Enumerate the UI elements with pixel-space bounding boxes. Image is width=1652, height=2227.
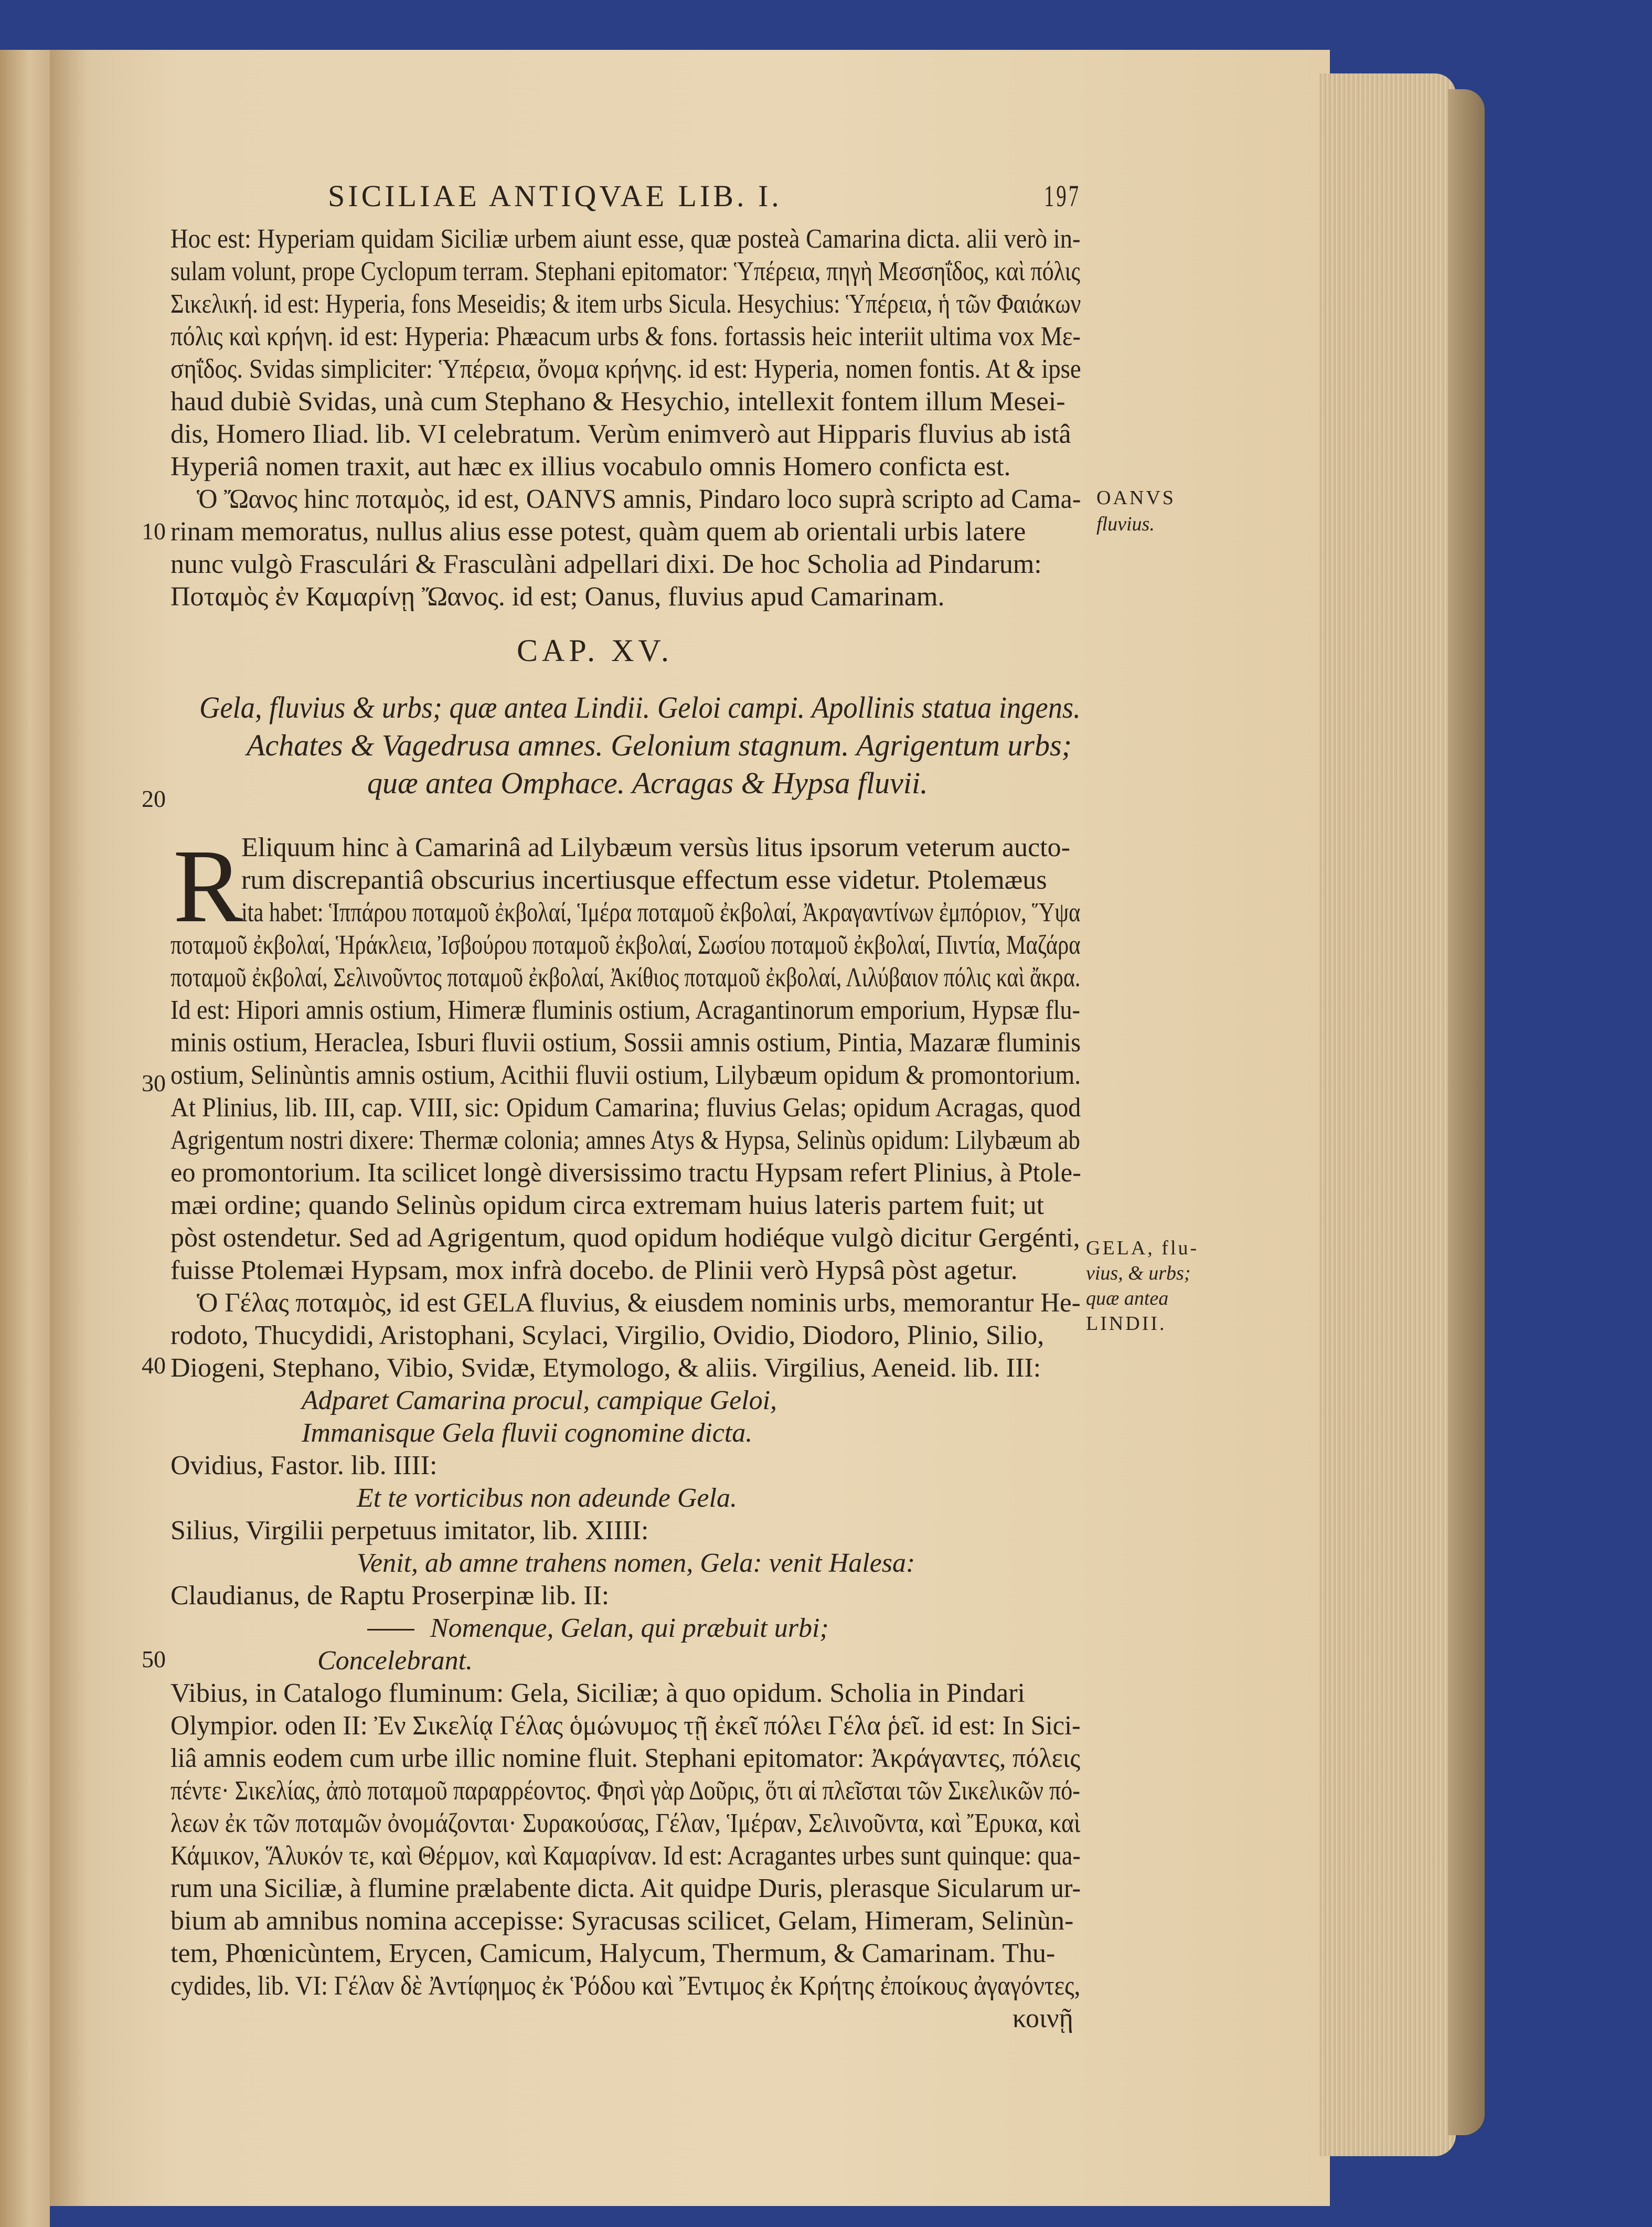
- line-number: 40: [142, 1352, 166, 1379]
- text-line: Silius, Virgilii perpetuus imitator, lib. XIIII:: [170, 1516, 649, 1546]
- text-line: ποταμοῦ ἐκβολαί, Ἡράκλεια, Ἰσβούρου ποταμοῦ ἐκβολαί, Σωσίου ποταμοῦ ἐκβολαί, Πιντία, Μαζάρα: [170, 930, 1081, 960]
- text-line: ποταμοῦ ἐκβολαί, Σελινοῦντος ποταμοῦ ἐκβολαί, Ἀκίθιος ποταμοῦ ἐκβολαί, Λιλύβαιον πόλις καὶ ἄκρα.: [170, 963, 1081, 993]
- text-line: nunc vulgò Frasculári & Frasculàni adpellari dixi. De hoc Scholia ad Pindarum:: [170, 549, 1042, 579]
- text-line: ita habet: Ἱππάρου ποταμοῦ ἐκβολαί, Ἱμέρα ποταμοῦ ἐκβολαί, Ἀκραγαντίνων ἐμπόριον, Ὕψα: [241, 898, 1081, 928]
- text-line: rodoto, Thucydidi, Aristophani, Scylaci, Virgilio, Ovidio, Diodoro, Plinio, Silio,: [170, 1320, 1045, 1350]
- text-line: tem, Phœnicùntem, Erycen, Camicum, Halycum, Thermum, & Camarinam. Thu-: [170, 1938, 1056, 1968]
- verse-line: Venit, ab amne trahens nomen, Gela: venit Halesa:: [357, 1548, 915, 1578]
- text-line: Ὁ Γέλας ποταμὸς, id est GELA fluvius, & eiusdem nominis urbs, memorantur He-: [197, 1288, 1081, 1318]
- text-line: dis, Homero Iliad. lib. VI celebratum. Verùm enimverò aut Hipparis fluvius ab istâ: [170, 419, 1071, 449]
- text-line: sulam volunt, prope Cyclopum terram. Stephani epitomator: Ὑπέρεια, πηγὴ Μεσσηΐδος, καὶ πόλις: [170, 257, 1080, 286]
- page-number: 197: [1044, 179, 1081, 213]
- text-line: rum discrepantiâ obscurius incertiusque effectum esse videtur. Ptolemæus: [241, 865, 1047, 895]
- drop-capital: R: [173, 828, 243, 944]
- text-line: Κάμικον, Ἅλυκόν τε, καὶ Θέρμον, καὶ Καμαρίναν. Id est: Acragantes urbes sunt quinque: qua-: [170, 1841, 1081, 1871]
- text-line: rum una Siciliæ, à flumine prælabente dicta. Ait quidpe Duris, plerasque Sicularum ur-: [170, 1873, 1081, 1903]
- text-line: ostium, Selinùntis amnis ostium, Acithii fluvii ostium, Lilybæum opidum & promontorium.: [170, 1060, 1081, 1090]
- chapter-summary: Achates & Vagedrusa amnes. Gelonium stagnum. Agrigentum urbs;: [247, 728, 1072, 762]
- text-line: rinam memoratus, nullus alius esse potest, quàm quem ab orientali urbis latere: [170, 517, 1026, 547]
- text-line: fuisse Ptolemæi Hypsam, mox infrà docebo. de Plinii verò Hypsâ pòst agetur.: [170, 1255, 1018, 1285]
- text-line: bium ab amnibus nomina accepisse: Syracusas scilicet, Gelam, Himeram, Selinùn-: [170, 1906, 1074, 1936]
- text-line: eo promontorium. Ita scilicet longè diversissimo tractu Hypsam refert Plinius, à Ptole-: [170, 1158, 1081, 1188]
- verse-line: Concelebrant.: [317, 1646, 473, 1676]
- text-line: Claudianus, de Raptu Proserpinæ lib. II:: [170, 1581, 610, 1611]
- text-line: Ovidius, Fastor. lib. IIII:: [170, 1451, 438, 1480]
- verse-line: Nomenque, Gelan, qui præbuit urbi;: [430, 1613, 829, 1643]
- margin-note: vius, & urbs;: [1086, 1262, 1191, 1284]
- text-line: pòst ostendetur. Sed ad Agrigentum, quod opidum hodiéque vulgò dicitur Gergénti,: [170, 1223, 1080, 1253]
- line-number: 10: [142, 518, 166, 545]
- text-line: Diogeni, Stephano, Vibio, Svidæ, Etymologo, & aliis. Virgilius, Aeneid. lib. III:: [170, 1353, 1041, 1383]
- verse-line: Et te vorticibus non adeunde Gela.: [357, 1483, 737, 1513]
- text-line: Hoc est: Hyperiam quidam Siciliæ urbem aiunt esse, quæ posteà Camarina dicta. alii verò in-: [170, 224, 1081, 254]
- text-line: Id est: Hipori amnis ostium, Himeræ fluminis ostium, Acragantinorum emporium, Hypsæ flu-: [170, 995, 1081, 1025]
- facing-page-edge: [0, 50, 50, 2227]
- verse-dash: [367, 1629, 414, 1631]
- margin-note: fluvius.: [1096, 513, 1155, 535]
- text-line: liâ amnis eodem cum urbe illic nomine fluit. Stephani epitomator: Ἀκράγαντες, πόλεις: [170, 1743, 1081, 1773]
- margin-note: quæ antea: [1086, 1287, 1169, 1309]
- text-line: Agrigentum nostri dixere: Thermæ colonia; amnes Atys & Hypsa, Selinùs opidum: Lilybæum ab: [170, 1125, 1080, 1155]
- text-line: πέντε· Σικελίας, ἀπὸ ποταμοῦ παραρρέοντος. Φησὶ γὰρ Δοῦρις, ὅτι αἱ πλεῖσται τῶν Σικελικῶν πό-: [170, 1776, 1080, 1806]
- text-line: Ὁ Ὤανος hinc ποταμὸς, id est, OANVS amnis, Pindaro loco suprà scripto ad Cama-: [197, 484, 1081, 514]
- chapter-summary: quæ antea Omphace. Acragas & Hypsa fluvii.: [367, 766, 928, 800]
- line-number: 30: [142, 1070, 166, 1096]
- text-line: σηΐδος. Svidas simpliciter: Ὑπέρεια, ὄνομα κρήνης. id est: Hyperia, nomen fontis. At & ipse: [170, 354, 1081, 384]
- text-line: Olympior. oden II: Ἐν Σικελίᾳ Γέλας ὁμώνυμος τῇ ἐκεῖ πόλει Γέλα ῥεῖ. id est: In Sici-: [170, 1711, 1081, 1741]
- page-edges: [1319, 73, 1456, 2156]
- chapter-title: CAP. XV.: [517, 633, 673, 668]
- text-line: At Plinius, lib. III, cap. VIII, sic: Opidum Camarina; fluvius Gelas; opidum Acragas, quod: [170, 1093, 1081, 1123]
- text-line: haud dubiè Svidas, unà cum Stephano & Hesychio, intellexit fontem illum Mesei-: [170, 387, 1065, 417]
- line-number: 50: [142, 1646, 166, 1672]
- margin-note: OANVS: [1096, 487, 1176, 509]
- catchword: κοινῇ: [1012, 2004, 1073, 2033]
- text-line: λεων ἐκ τῶν ποταμῶν ὀνομάζονται· Συρακούσας, Γέλαν, Ἱμέραν, Σελινοῦντα, καὶ Ἔρυκα, καὶ: [170, 1808, 1081, 1838]
- text-line: Ποταμὸς ἐν Καμαρίνῃ Ὤανος. id est; Oanus, fluvius apud Camarinam.: [170, 582, 945, 612]
- text-line: Eliquum hinc à Camarinâ ad Lilybæum versùs litus ipsorum veterum aucto-: [241, 833, 1070, 862]
- chapter-summary: Gela, fluvius & urbs; quæ antea Lindii. Geloi campi. Apollinis statua ingens.: [199, 690, 1081, 724]
- text-line: minis ostium, Heraclea, Isburi fluvii ostium, Sossii amnis ostium, Pintia, Mazaræ fluminis: [170, 1028, 1081, 1058]
- margin-note: LINDII.: [1086, 1313, 1167, 1335]
- verse-line: Immanisque Gela fluvii cognomine dicta.: [302, 1418, 753, 1448]
- text-line: Hyperiâ nomen traxit, aut hæc ex illius vocabulo omnis Homero conficta est.: [170, 452, 1011, 482]
- text-line: Σικελική. id est: Hyperia, fons Meseidis; & item urbs Sicula. Hesychius: Ὑπέρεια, ἡ τῶν Φαιάκων: [170, 289, 1081, 319]
- text-line: πόλις καὶ κρήνη. id est: Hyperia: Phæacum urbs & fons. fortassis heic interiit ultima vox Με-: [170, 322, 1081, 351]
- verse-line: Adparet Camarina procul, campique Geloi,: [302, 1386, 777, 1415]
- margin-note: GELA, flu-: [1086, 1237, 1199, 1259]
- book-cover-edge: [1448, 89, 1485, 2135]
- text-line: Vibius, in Catalogo fluminum: Gela, Siciliæ; à quo opidum. Scholia in Pindari: [170, 1678, 1025, 1708]
- running-title: SICILIAE ANTIQVAE LIB. I.: [328, 179, 782, 213]
- text-line: cydides, lib. VI: Γέλαν δὲ Ἀντίφημος ἐκ Ῥόδου καὶ Ἔντιμος ἐκ Κρήτης ἐποίκους ἀγαγόντες,: [170, 1971, 1081, 2001]
- text-line: mæi ordine; quando Selinùs opidum circa extremam huius lateris partem fuit; ut: [170, 1190, 1045, 1220]
- line-number: 20: [142, 785, 166, 812]
